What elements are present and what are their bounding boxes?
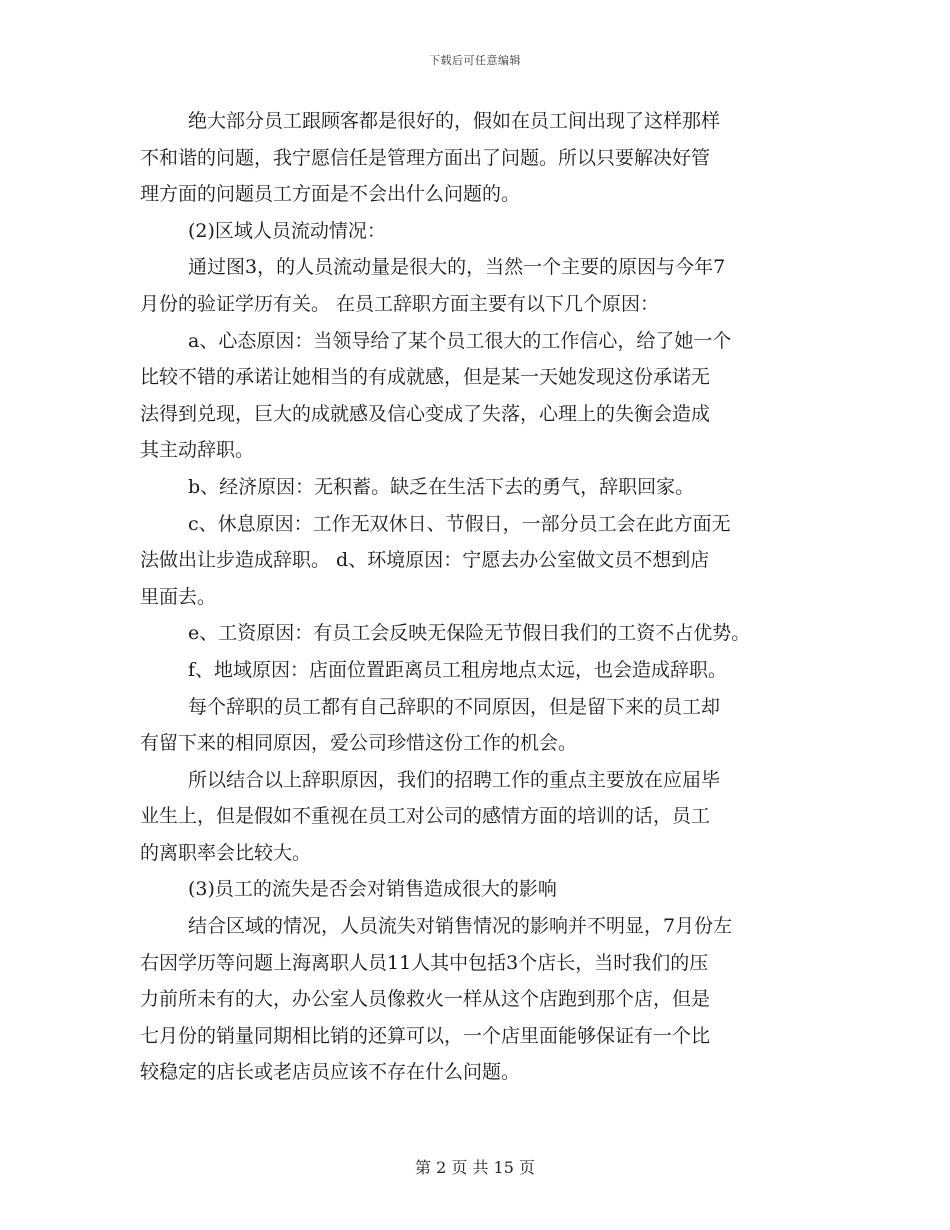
text-line: 比较不错的承诺让她相当的有成就感，但是某一天她发现这份承诺无 bbox=[140, 366, 711, 389]
text-line: 里面去。 bbox=[140, 585, 217, 608]
text-line: f、地域原因：店面位置距离员工租房地点太远，也会造成辞职。 bbox=[188, 658, 728, 681]
text-line: 力前所未有的大，办公室人员像救火一样从这个店跑到那个店，但是 bbox=[140, 988, 711, 1011]
text-line: 法做出让步造成辞职。 d、环境原因：宁愿去办公室做文员不想到店 bbox=[140, 549, 710, 572]
text-line: 结合区域的情况，人员流失对销售情况的影响并不明显，7月份左 bbox=[188, 915, 733, 938]
text-line: 其主动辞职。 bbox=[140, 439, 255, 462]
text-line: 月份的验证学历有关。 在员工辞职方面主要有以下几个原因： bbox=[140, 292, 660, 315]
text-line: 的离职率会比较大。 bbox=[140, 841, 312, 864]
text-line: 通过图3，的人员流动量是很大的，当然一个主要的原因与今年7 bbox=[188, 256, 726, 279]
text-line: 所以结合以上辞职原因，我们的招聘工作的重点主要放在应届毕 bbox=[188, 768, 721, 791]
text-line: 绝大部分员工跟顾客都是很好的，假如在员工间出现了这样那样 bbox=[188, 110, 721, 132]
page-header: 下载后可任意编辑 bbox=[429, 54, 521, 67]
text-line: 理方面的问题员工方面是不会出什么问题的。 bbox=[140, 183, 521, 206]
text-line: b、经济原因：无积蓄。缺乏在生活下去的勇气，辞职回家。 bbox=[188, 475, 695, 498]
text-line: (3)员工的流失是否会对销售造成很大的影响 bbox=[188, 878, 557, 901]
text-line: (2)区域人员流动情况： bbox=[188, 219, 386, 242]
text-line: 有留下来的相同原因，爱公司珍惜这份工作的机会。 bbox=[140, 732, 578, 755]
text-line: 法得到兑现，巨大的成就感及信心变成了失落，心理上的失衡会造成 bbox=[140, 402, 711, 425]
text-line: c、休息原因：工作无双休日、节假日，一部分员工会在此方面无 bbox=[188, 512, 731, 535]
text-line: 较稳定的店长或老店员应该不存在什么问题。 bbox=[140, 1061, 521, 1084]
text-line: a、心态原因：当领导给了某个员工很大的工作信心，给了她一个 bbox=[188, 329, 732, 352]
text-line: 不和谐的问题，我宁愿信任是管理方面出了问题。所以只要解决好管 bbox=[140, 146, 711, 169]
text-line: 七月份的销量同期相比销的还算可以，一个店里面能够保证有一个比 bbox=[140, 1024, 711, 1047]
text-line: 业生上，但是假如不重视在员工对公司的感情方面的培训的话，员工 bbox=[140, 805, 711, 828]
document-body bbox=[140, 103, 830, 1091]
text-line: 每个辞职的员工都有自己辞职的不同原因，但是留下来的员工却 bbox=[188, 695, 721, 718]
text-line: 右因学历等问题上海离职人员11人其中包括3个店长，当时我们的压 bbox=[140, 951, 709, 974]
text-line: e、工资原因：有员工会反映无保险无节假日我们的工资不占优势。 bbox=[188, 622, 751, 645]
page-footer: 第 2 页 共 15 页 bbox=[415, 1158, 535, 1177]
